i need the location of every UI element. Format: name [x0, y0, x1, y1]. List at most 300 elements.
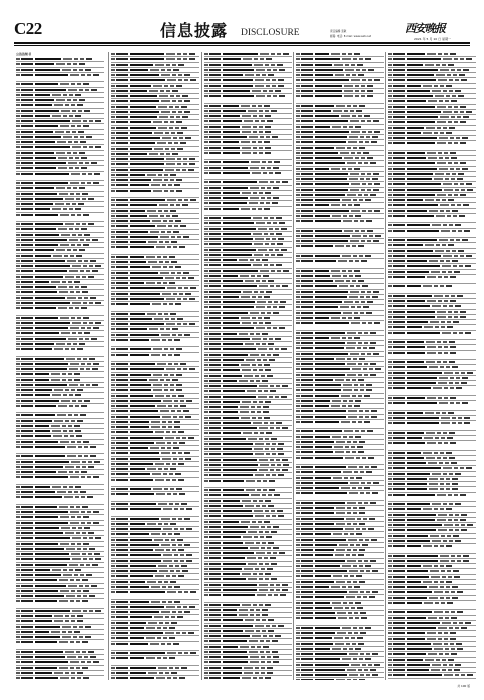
- table-cell: [80, 239, 84, 241]
- table-cell: [95, 120, 101, 122]
- table-cell: [336, 679, 345, 680]
- table-cell: [130, 64, 153, 66]
- table-cell: [393, 121, 405, 123]
- table-cell: [256, 333, 260, 335]
- table-cell: [16, 322, 20, 324]
- table-cell: [425, 659, 434, 661]
- table-cell: [459, 622, 463, 624]
- table-cell: [130, 116, 157, 118]
- table-cell: [76, 466, 80, 468]
- table-cell: [446, 545, 452, 547]
- table-cell: [441, 321, 445, 323]
- table-cell: [438, 627, 447, 629]
- table-cell: [88, 461, 92, 463]
- table-cell: [296, 306, 300, 308]
- table-cell: [296, 664, 300, 666]
- table-cell: [342, 53, 346, 55]
- table-cell: [393, 255, 405, 257]
- table-cell: [428, 462, 437, 464]
- table-cell: [171, 616, 175, 618]
- table-cell: [16, 125, 20, 127]
- table-cell: [367, 301, 373, 303]
- table-cell: [35, 228, 56, 230]
- table-cell: [450, 638, 456, 640]
- table-cell: [256, 74, 260, 76]
- table-cell: [265, 192, 271, 194]
- table-cell: [440, 560, 449, 562]
- table-cell: [189, 368, 195, 370]
- table-cell: [335, 451, 344, 453]
- table-cell: [438, 638, 442, 640]
- table-cell: [279, 222, 285, 224]
- table-cell: [181, 667, 187, 669]
- table-cell: [342, 270, 346, 272]
- table-cell: [184, 334, 190, 336]
- table-row: [204, 207, 292, 217]
- table-cell: [166, 323, 175, 325]
- table-cell: [367, 482, 371, 484]
- table-cell: [16, 203, 20, 205]
- table-cell: [251, 411, 255, 413]
- table-cell: [301, 575, 313, 577]
- table-cell: [270, 181, 274, 183]
- table-cell: [21, 157, 33, 159]
- table-cell: [223, 161, 249, 163]
- table-cell: [71, 125, 75, 127]
- table-cell: [255, 515, 264, 517]
- table-cell: [209, 369, 221, 371]
- table-cell: [281, 228, 287, 230]
- table-cell: [393, 106, 405, 108]
- table-cell: [332, 400, 341, 402]
- table-cell: [393, 514, 405, 516]
- table-cell: [315, 405, 329, 407]
- table-cell: [370, 374, 376, 376]
- table-cell: [448, 121, 452, 123]
- table-cell: [60, 125, 69, 127]
- table-row: [111, 302, 199, 312]
- table-cell: [185, 293, 191, 295]
- table-cell: [296, 554, 300, 556]
- table-cell: [209, 489, 221, 491]
- table-cell: [393, 332, 405, 334]
- table-cell: [181, 127, 187, 129]
- table-cell: [263, 646, 269, 648]
- table-cell: [179, 293, 183, 295]
- table-cell: [331, 53, 340, 55]
- table-cell: [111, 190, 115, 192]
- table-cell: [355, 260, 359, 262]
- table-cell: [63, 569, 67, 571]
- table-cell: [361, 95, 365, 97]
- table-cell: [261, 120, 265, 122]
- table-cell: [74, 574, 78, 576]
- table-cell: [450, 276, 456, 278]
- table-cell: [169, 266, 173, 268]
- table-cell: [186, 508, 192, 510]
- table-cell: [182, 204, 188, 206]
- table-cell: [111, 298, 115, 300]
- table-cell: [466, 111, 472, 113]
- table-cell: [255, 672, 259, 674]
- table-cell: [359, 58, 363, 60]
- table-cell: [21, 83, 33, 85]
- table-cell: [21, 486, 33, 488]
- table-cell: [457, 560, 461, 562]
- table-cell: [301, 342, 313, 344]
- table-cell: [16, 327, 20, 329]
- table-cell: [388, 611, 392, 613]
- table-cell: [177, 58, 181, 60]
- table-cell: [344, 230, 353, 232]
- table-cell: [80, 58, 84, 60]
- table-cell: [190, 79, 196, 81]
- table-cell: [130, 127, 156, 129]
- table-cell: [366, 384, 372, 386]
- table-cell: [454, 111, 458, 113]
- table-cell: [357, 306, 361, 308]
- table-cell: [35, 400, 59, 402]
- table-cell: [272, 85, 276, 87]
- table-cell: [21, 265, 33, 267]
- table-cell: [278, 515, 284, 517]
- table-cell: [242, 500, 251, 502]
- table-cell: [372, 653, 378, 655]
- table-cell: [179, 137, 183, 139]
- table-cell: [278, 443, 284, 445]
- table-cell: [268, 161, 272, 163]
- table-cell: [393, 437, 405, 439]
- table-cell: [177, 410, 181, 412]
- table-cell: [209, 120, 221, 122]
- table-cell: [248, 578, 257, 580]
- table-cell: [111, 539, 115, 541]
- table-cell: [77, 348, 83, 350]
- table-cell: [256, 614, 260, 616]
- table-cell: [130, 363, 155, 365]
- table-cell: [116, 142, 128, 144]
- table-cell: [360, 653, 364, 655]
- table-cell: [16, 307, 20, 309]
- table-cell: [259, 500, 263, 502]
- table-cell: [130, 58, 164, 60]
- table-cell: [250, 380, 254, 382]
- table-cell: [371, 466, 377, 468]
- table-cell: [451, 69, 455, 71]
- table-cell: [153, 488, 162, 490]
- table-cell: [159, 116, 168, 118]
- table-cell: [169, 565, 173, 567]
- table-cell: [178, 199, 182, 201]
- table-cell: [148, 672, 157, 674]
- table-cell: [170, 179, 174, 181]
- table-cell: [438, 514, 447, 516]
- table-cell: [21, 173, 33, 175]
- table-cell: [439, 653, 443, 655]
- table-cell: [349, 653, 358, 655]
- table-cell: [151, 601, 160, 603]
- table-cell: [86, 239, 90, 241]
- notice-title: 公告告知书: [16, 52, 32, 56]
- table-cell: [454, 255, 458, 257]
- table-cell: [370, 332, 376, 334]
- table-cell: [393, 648, 405, 650]
- table-cell: [71, 173, 80, 175]
- table-cell: [176, 169, 180, 171]
- table-cell: [301, 291, 313, 293]
- table-cell: [204, 375, 208, 377]
- table-cell: [259, 131, 263, 133]
- table-cell: [223, 380, 237, 382]
- table-cell: [346, 451, 350, 453]
- table-cell: [116, 85, 128, 87]
- table-cell: [271, 510, 275, 512]
- table-cell: [315, 275, 330, 277]
- table-cell: [407, 332, 440, 334]
- table-cell: [209, 505, 221, 507]
- table-cell: [168, 601, 172, 603]
- table-cell: [266, 443, 270, 445]
- table-cell: [209, 228, 221, 230]
- table-cell: [116, 468, 128, 470]
- table-cell: [223, 208, 239, 210]
- table-cell: [301, 347, 313, 349]
- table-cell: [437, 341, 441, 343]
- table-cell: [223, 327, 254, 329]
- table-cell: [243, 291, 252, 293]
- table-cell: [149, 215, 158, 217]
- table-cell: [315, 285, 337, 287]
- table-cell: [72, 146, 81, 148]
- table-cell: [407, 157, 426, 159]
- table-cell: [116, 657, 128, 659]
- table-cell: [347, 374, 356, 376]
- table-cell: [439, 137, 448, 139]
- table-cell: [348, 270, 352, 272]
- table-cell: [429, 260, 438, 262]
- table-cell: [263, 411, 269, 413]
- table-cell: [388, 597, 392, 599]
- table-cell: [204, 296, 208, 298]
- table-cell: [184, 111, 190, 113]
- table-cell: [59, 506, 68, 508]
- table-cell: [388, 519, 392, 521]
- table-cell: [301, 466, 313, 468]
- table-cell: [388, 178, 392, 180]
- table-cell: [362, 69, 366, 71]
- table-cell: [116, 334, 128, 336]
- table-cell: [223, 661, 248, 663]
- table-cell: [130, 627, 144, 629]
- table-cell: [111, 58, 115, 60]
- table-row: [296, 420, 384, 430]
- table-cell: [85, 585, 89, 587]
- table-cell: [388, 514, 392, 516]
- table-cell: [444, 638, 448, 640]
- table-cell: [68, 162, 77, 164]
- table-cell: [242, 401, 251, 403]
- table-cell: [179, 458, 183, 460]
- table-cell: [360, 632, 366, 634]
- table-cell: [116, 236, 128, 238]
- table-cell: [82, 641, 88, 643]
- table-cell: [153, 389, 162, 391]
- table-cell: [21, 641, 33, 643]
- table-cell: [259, 147, 263, 149]
- table-cell: [209, 469, 221, 471]
- table-cell: [111, 132, 115, 134]
- table-cell: [388, 422, 392, 424]
- table-cell: [278, 85, 284, 87]
- table-cell: [209, 233, 221, 235]
- table-cell: [281, 396, 287, 398]
- table-cell: [35, 585, 66, 587]
- table-cell: [453, 622, 457, 624]
- table-cell: [158, 468, 162, 470]
- table-cell: [130, 142, 155, 144]
- table-cell: [315, 90, 342, 92]
- table-cell: [448, 162, 452, 164]
- table-cell: [184, 452, 190, 454]
- table-cell: [73, 343, 77, 345]
- table-cell: [266, 291, 272, 293]
- table-cell: [263, 480, 267, 482]
- table-cell: [65, 276, 74, 278]
- table-cell: [16, 471, 20, 473]
- table-cell: [60, 244, 69, 246]
- table-cell: [349, 591, 358, 593]
- table-cell: [315, 204, 329, 206]
- table-cell: [440, 586, 444, 588]
- table-cell: [393, 69, 405, 71]
- table-cell: [407, 79, 436, 81]
- table-cell: [444, 442, 448, 444]
- table-cell: [361, 230, 365, 232]
- table-cell: [176, 488, 182, 490]
- table-cell: [68, 281, 72, 283]
- table-cell: [267, 120, 273, 122]
- table-cell: [253, 126, 257, 128]
- table-cell: [172, 64, 176, 66]
- table-cell: [16, 511, 20, 513]
- table-cell: [254, 243, 263, 245]
- table-cell: [160, 328, 164, 330]
- table-cell: [163, 303, 167, 305]
- table-cell: [16, 610, 20, 612]
- table-cell: [167, 591, 176, 593]
- table-cell: [83, 595, 87, 597]
- table-cell: [58, 157, 67, 159]
- table-cell: [130, 163, 164, 165]
- table-cell: [315, 446, 332, 448]
- table-cell: [440, 210, 444, 212]
- table-cell: [176, 179, 182, 181]
- table-cell: [116, 539, 128, 541]
- table-cell: [79, 162, 83, 164]
- table-cell: [393, 402, 405, 404]
- table-cell: [368, 664, 372, 666]
- table-cell: [353, 658, 357, 660]
- table-cell: [393, 503, 405, 505]
- table-cell: [296, 617, 300, 619]
- table-cell: [70, 579, 74, 581]
- table-cell: [456, 377, 460, 379]
- table-cell: [71, 677, 75, 679]
- table-cell: [343, 648, 347, 650]
- table-cell: [62, 631, 66, 633]
- table-cell: [269, 359, 275, 361]
- table-cell: [111, 473, 115, 475]
- table-cell: [111, 616, 115, 618]
- table-cell: [282, 469, 288, 471]
- table-cell: [188, 277, 194, 279]
- table-cell: [223, 228, 256, 230]
- table-cell: [393, 467, 405, 469]
- table-cell: [348, 416, 357, 418]
- table-cell: [270, 385, 274, 387]
- table-cell: [266, 515, 270, 517]
- table-cell: [248, 531, 257, 533]
- table-cell: [35, 69, 60, 71]
- table-cell: [165, 539, 169, 541]
- table-cell: [333, 110, 342, 112]
- table-cell: [393, 64, 405, 66]
- table-cell: [257, 406, 261, 408]
- table-cell: [282, 459, 288, 461]
- table-cell: [85, 626, 91, 628]
- table-cell: [393, 168, 405, 170]
- table-cell: [111, 174, 115, 176]
- table-cell: [157, 627, 161, 629]
- table-cell: [296, 337, 300, 339]
- table-cell: [81, 307, 87, 309]
- table-cell: [71, 553, 80, 555]
- table-cell: [84, 260, 88, 262]
- table-cell: [77, 516, 81, 518]
- table-cell: [174, 426, 180, 428]
- table-cell: [77, 214, 81, 216]
- table-cell: [431, 576, 440, 578]
- table-cell: [356, 533, 362, 535]
- table-cell: [111, 137, 115, 139]
- table-cell: [388, 79, 392, 81]
- table-cell: [259, 563, 263, 565]
- table-cell: [263, 406, 269, 408]
- table-cell: [77, 125, 81, 127]
- table-cell: [223, 552, 254, 554]
- table-cell: [21, 471, 33, 473]
- table-cell: [170, 374, 174, 376]
- table-cell: [130, 523, 145, 525]
- table-cell: [81, 511, 85, 513]
- table-cell: [447, 321, 451, 323]
- table-cell: [369, 347, 375, 349]
- table-cell: [255, 85, 264, 87]
- table-cell: [204, 589, 208, 591]
- table-cell: [81, 405, 87, 407]
- table-cell: [361, 120, 365, 122]
- table-cell: [204, 322, 208, 324]
- table-cell: [95, 322, 101, 324]
- table-cell: [130, 236, 158, 238]
- table-cell: [315, 591, 347, 593]
- table-cell: [16, 214, 20, 216]
- table-cell: [296, 136, 300, 138]
- table-cell: [116, 204, 128, 206]
- table-cell: [393, 669, 405, 671]
- table-cell: [116, 431, 128, 433]
- table-cell: [296, 627, 300, 629]
